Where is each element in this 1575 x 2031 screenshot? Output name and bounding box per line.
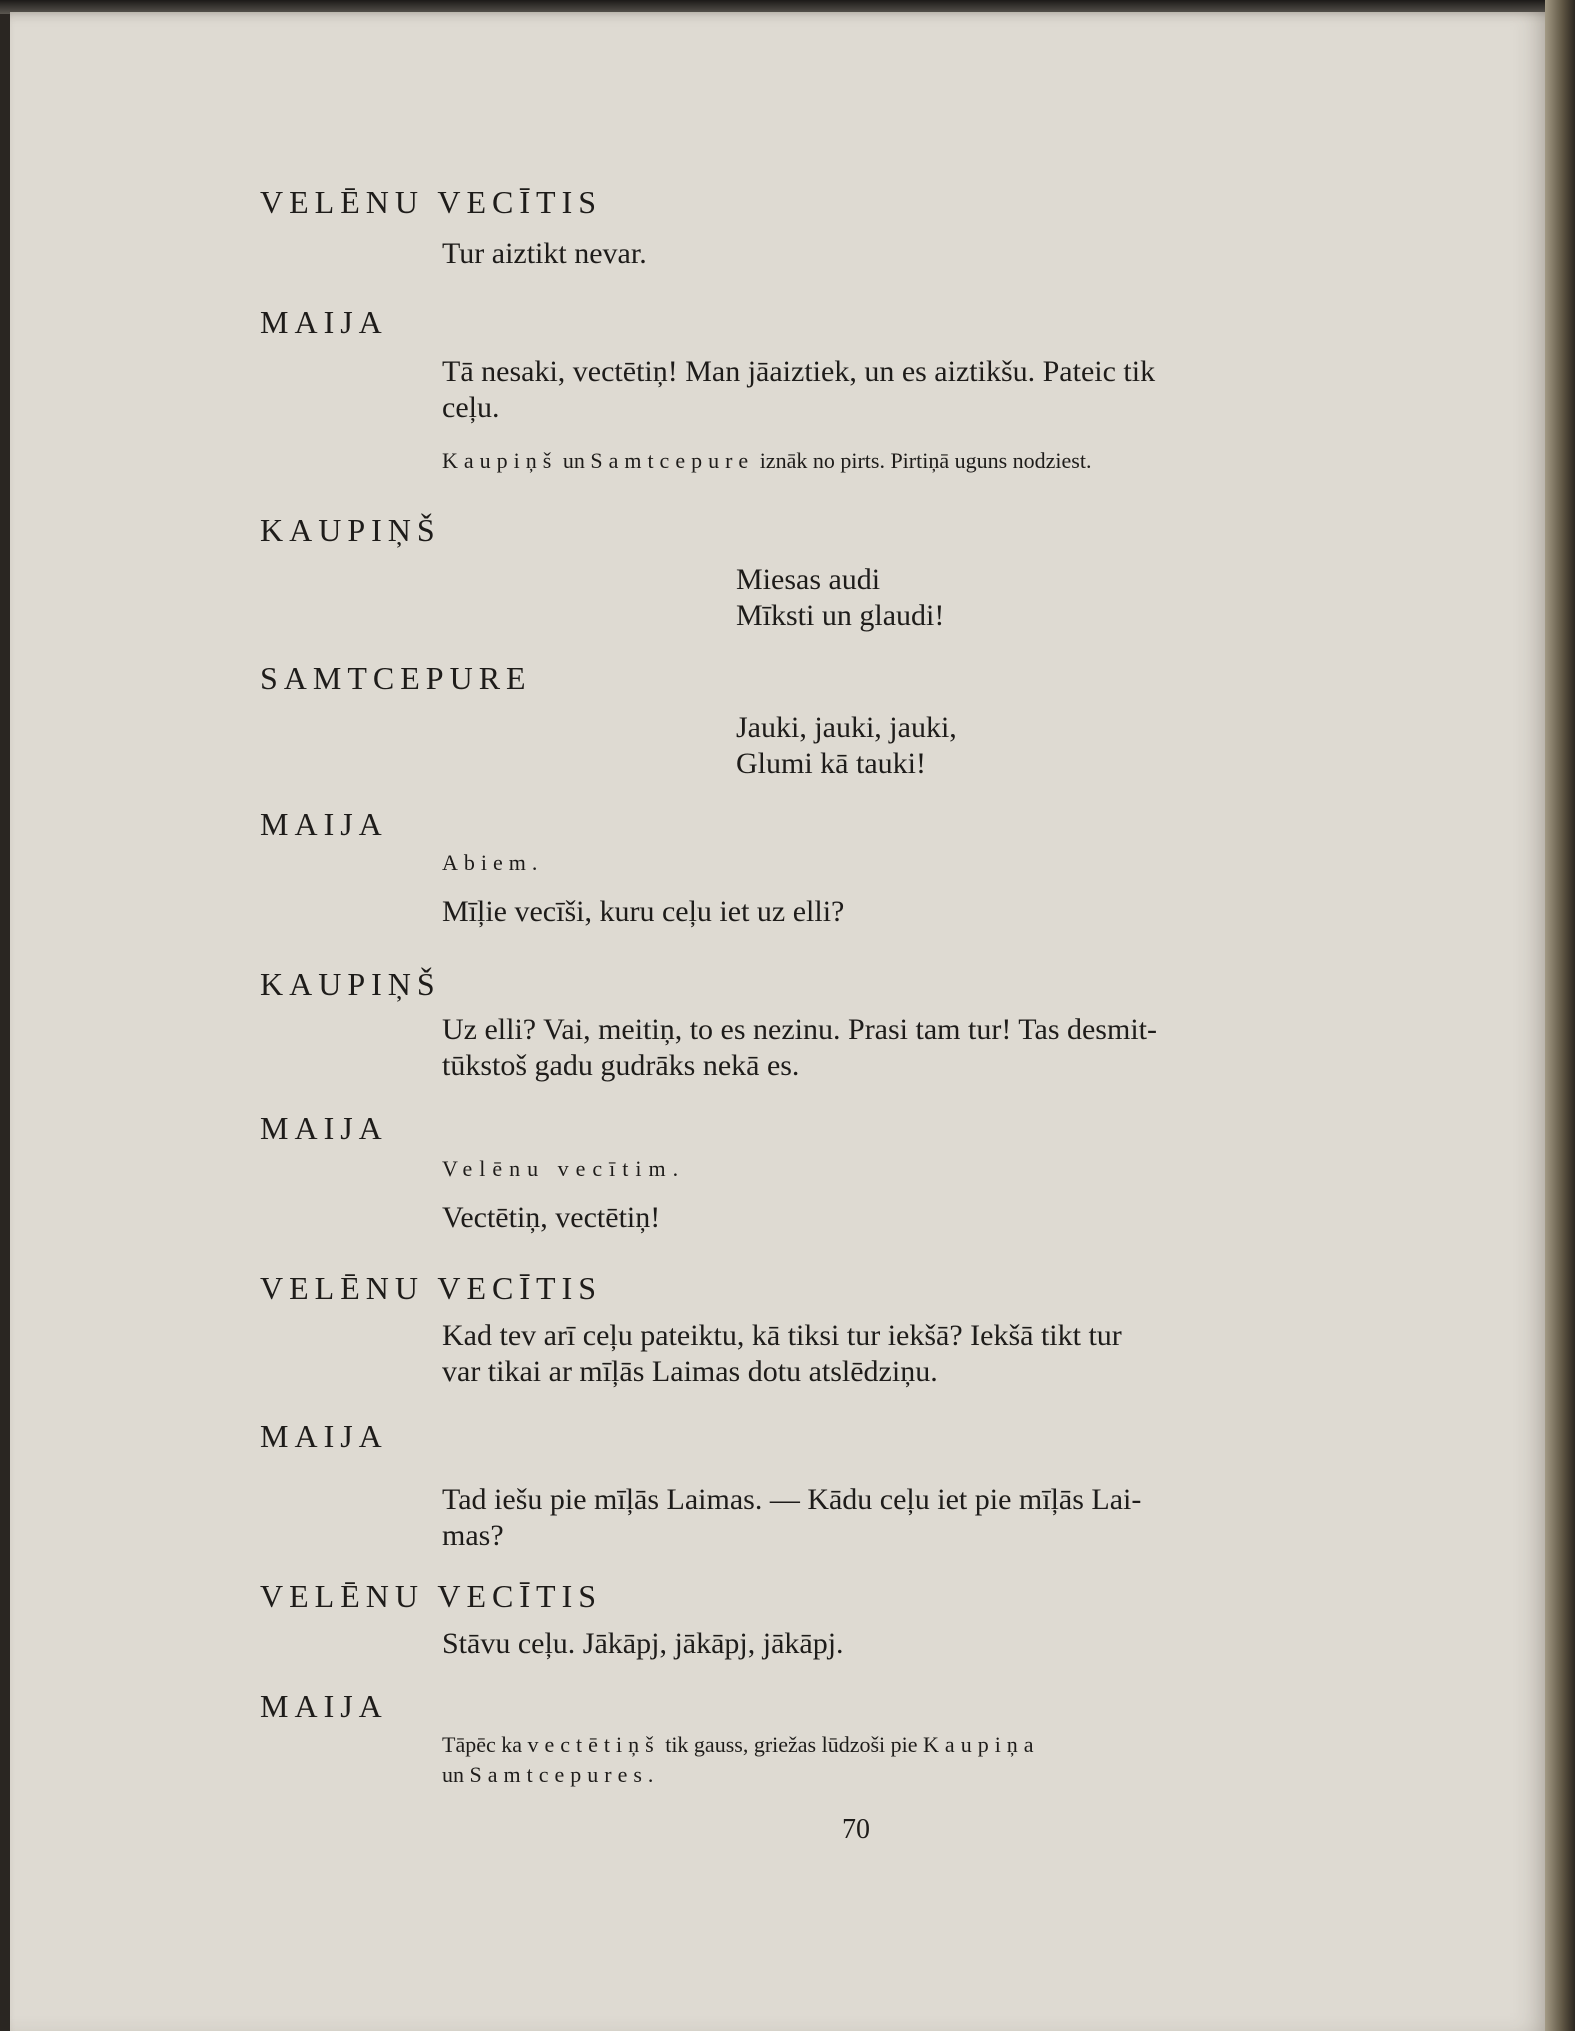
stage-character: Samtcepure — [590, 448, 755, 473]
dialogue-line: ceļu. — [442, 391, 500, 424]
speaker-name: MAIJA — [260, 806, 388, 842]
dialogue-line: var tikai ar mīļās Laimas dotu atslēdziņu. — [442, 1355, 938, 1388]
dialogue-line: Tad iešu pie mīļās Laimas. — Kādu ceļu iet pie mīļās Lai- — [442, 1483, 1142, 1516]
stage-direction — [442, 1730, 1447, 1760]
dialogue-line: Vectētiņ, vectētiņ! — [442, 1201, 661, 1234]
speaker-name: VELĒNU VECĪTIS — [260, 1578, 603, 1614]
dialogue-line: Kad tev arī ceļu pateiktu, kā tiksi tur iekšā? Iekšā tikt tur — [442, 1319, 1122, 1352]
stage-character: Kaupiņa — [923, 1732, 1040, 1757]
stage-text: iznāk no pirts. Pirtiņā uguns nodziest. — [754, 448, 1092, 473]
play-text — [10, 12, 1550, 2031]
book-spine-edge — [1545, 0, 1575, 2031]
stage-direction: Abiem. — [442, 850, 544, 875]
speaker-name: MAIJA — [260, 304, 388, 340]
speaker-name: SAMTCEPURE — [260, 660, 532, 696]
dialogue-line: Tur aiztikt nevar. — [442, 237, 647, 270]
speaker-name: KAUPIŅŠ — [260, 966, 441, 1002]
dialogue-line: tūkstoš gadu gudrāks nekā es. — [442, 1049, 800, 1082]
stage-text: un — [442, 1762, 470, 1787]
speaker-name: MAIJA — [260, 1110, 388, 1146]
book-page — [10, 12, 1550, 2031]
verse-line: Miesas audi — [736, 563, 881, 596]
dialogue-line: Uz elli? Vai, meitiņ, to es nezinu. Prasi tam tur! Tas desmit- — [442, 1013, 1157, 1046]
verse-line: Glumi kā tauki! — [736, 747, 926, 780]
stage-text: un — [557, 448, 591, 473]
page-number: 70 — [842, 1814, 870, 1845]
stage-direction — [442, 446, 1447, 476]
dialogue-line: Stāvu ceļu. Jākāpj, jākāpj, jākāpj. — [442, 1627, 844, 1660]
stage-text: Tāpēc ka — [442, 1732, 528, 1757]
speaker-name: VELĒNU VECĪTIS — [260, 184, 603, 220]
stage-direction: Velēnu vecītim. — [442, 1156, 686, 1181]
stage-character: Kaupiņš — [442, 448, 558, 473]
speaker-name: KAUPIŅŠ — [260, 512, 441, 548]
stage-character: Samtcepures. — [469, 1762, 660, 1787]
stage-character: vectētiņš — [527, 1732, 660, 1757]
dialogue-line: Mīļie vecīši, kuru ceļu iet uz elli? — [442, 895, 845, 928]
stage-direction — [442, 1760, 1447, 1790]
verse-line: Mīksti un glaudi! — [736, 599, 945, 632]
stage-text: tik gauss, griežas lūdzoši pie — [659, 1732, 924, 1757]
verse-line: Jauki, jauki, jauki, — [736, 711, 957, 744]
speaker-name: VELĒNU VECĪTIS — [260, 1270, 603, 1306]
dialogue-line: mas? — [442, 1519, 504, 1552]
speaker-name: MAIJA — [260, 1418, 388, 1454]
speaker-name: MAIJA — [260, 1688, 388, 1724]
dialogue-line: Tā nesaki, vectētiņ! Man jāaiztiek, un es aiztikšu. Pateic tik — [442, 355, 1156, 388]
